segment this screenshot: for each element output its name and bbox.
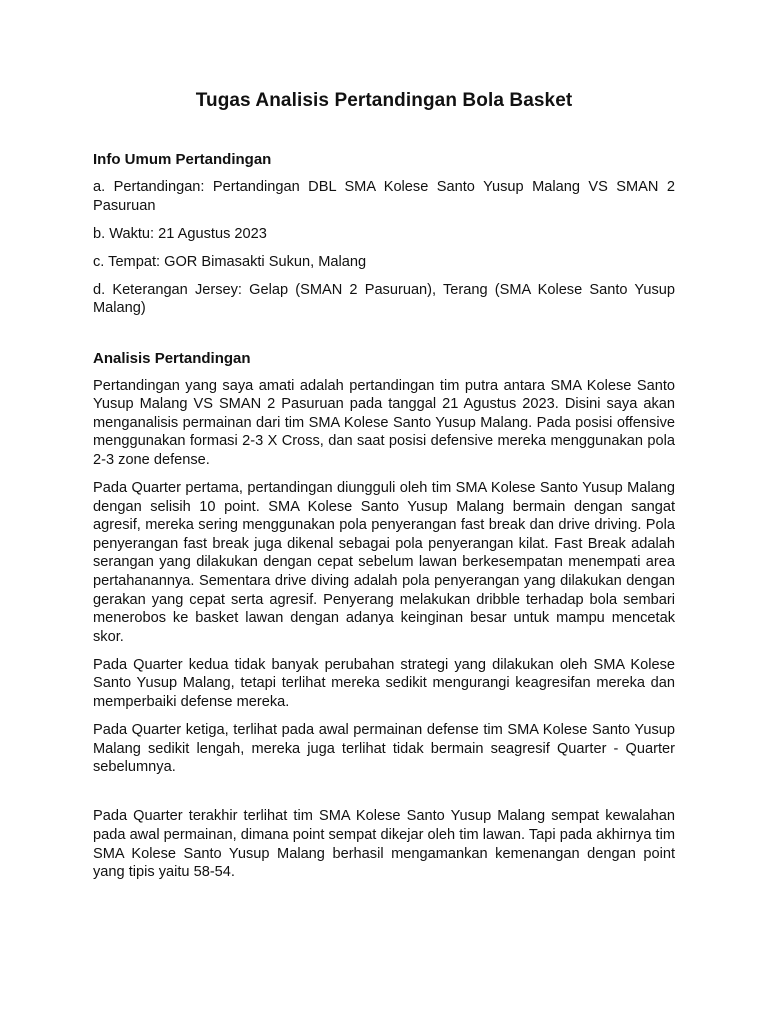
info-item-jersey: d. Keterangan Jersey: Gelap (SMAN 2 Pasuruan), Terang (SMA Kolese Santo Yusup Malang) [93, 281, 675, 317]
section-heading-analysis: Analisis Pertandingan [93, 349, 251, 367]
document-title: Tugas Analisis Pertandingan Bola Basket [195, 90, 573, 111]
analysis-paragraph-quarter-1: Pada Quarter pertama, pertandingan diungguli oleh tim SMA Kolese Santo Yusup Malang dengan selisih 10 point. SMA Kolese Santo Yusup Malang bermain dengan sangat agresif, mereka sering menggunakan pola penyerangan fast break dan drive driving. Pola penyerangan fast break juga dikenal sebagai pola penyerangan kilat. Fast Break adalah serangan yang dilakukan dengan cepat sebelum lawan berkesempatan menempati area pertahanannya. Sementara drive diving adalah pola penyerangan yang dilakukan dengan gerakan yang cepat serta agresif. Penyerang melakukan dribble terhadap bola sembari menerobos ke basket lawan dengan adanya keinginan besar untuk mampu mencetak skor. [93, 480, 675, 645]
analysis-paragraph-quarter-4: Pada Quarter terakhir terlihat tim SMA Kolese Santo Yusup Malang sempat kewalahan pada awal permainan, dimana point sempat dikejar oleh tim lawan. Tapi pada akhirnya tim SMA Kolese Santo Yusup Malang berhasil mengamankan kemenangan dengan point yang tipis yaitu 58-54. [93, 808, 675, 881]
document-body [93, 150, 675, 891]
paragraph-spacer [93, 786, 675, 807]
analysis-paragraph-quarter-3: Pada Quarter ketiga, terlihat pada awal permainan defense tim SMA Kolese Santo Yusup Malang sedikit lengah, mereka juga terlihat tidak bermain seagresif Quarter - Quarter sebelumnya. [93, 722, 675, 776]
analysis-paragraph-intro: Pertandingan yang saya amati adalah pertandingan tim putra antara SMA Kolese Santo Yusup Malang VS SMAN 2 Pasuruan pada tanggal 21 Agustus 2023. Disini saya akan menganalisis permainan dari tim SMA Kolese Santo Yusup Malang. Pada posisi offensive menggunakan formasi 2-3 X Cross, dan saat posisi defensive mereka menggunakan pola 2-3 zone defense. [93, 377, 675, 468]
info-item-match: a. Pertandingan: Pertandingan DBL SMA Kolese Santo Yusup Malang VS SMAN 2 Pasuruan [93, 179, 675, 214]
section-heading-info: Info Umum Pertandingan [93, 151, 272, 168]
info-item-time: b. Waktu: 21 Agustus 2023 [93, 225, 267, 242]
section-spacer [93, 328, 675, 349]
analysis-paragraph-quarter-2: Pada Quarter kedua tidak banyak perubahan strategi yang dilakukan oleh SMA Kolese Santo Yusup Malang, tetapi terlihat mereka sedikit mengurangi keagresifan mereka dan memperbaiki defense mereka. [93, 656, 675, 711]
info-item-venue: c. Tempat: GOR Bimasakti Sukun, Malang [93, 253, 367, 270]
